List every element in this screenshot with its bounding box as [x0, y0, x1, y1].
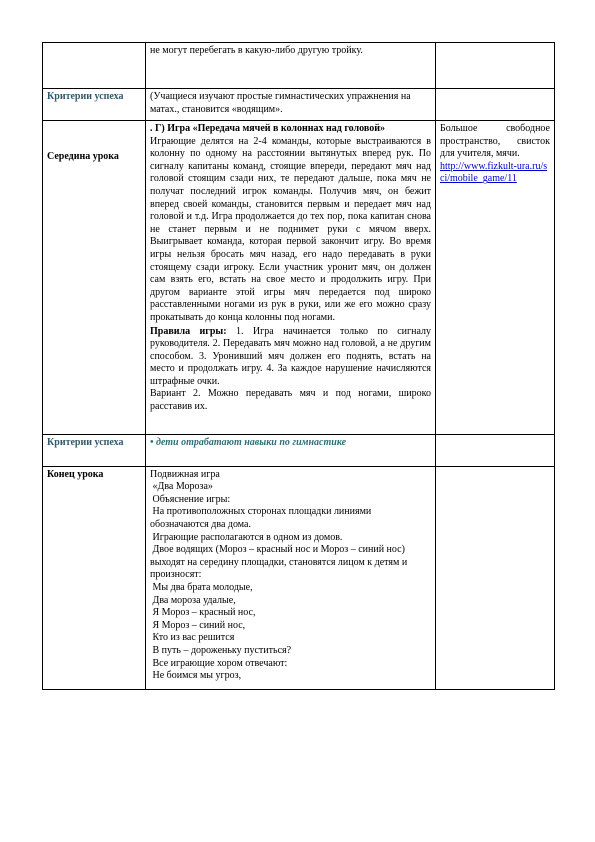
- game-title: . Г) Игра «Передача мячей в колоннах над головой»: [150, 123, 385, 134]
- game-rules-text: 1. Игра начинается только по сигналу руководителя. 2. Передавать мяч можно над головой, а не другим способом. 3. Уронивший мяч должен его поднять, встать на место и продолжать игру. 4. За каждое нарушение начисляются штрафные очки.: [150, 325, 431, 387]
- resources-text: Большое свободное пространство, свисток для учителя, мячи.: [440, 123, 550, 160]
- end-line: Не боимся мы угроз,: [150, 670, 242, 682]
- game-description: Играющие делятся на 2-4 команды, которые выстраиваются в колонну по одному на расстоянии вытянутых вперед рук. По сигналу капитаны команд, стоящие впереди, передают мяч над головой стоящим сзади них, те передают дальше, пока мяч не получат последний игрок команды. Получив мяч, он бежит вперед своей команды, становится первым и передает мяч над головой и т.д. Игра продолжается до тех пор, пока капитан снова не станет первым и не поднимет руки с мячом вверх. Выигрывает команда, которая первой закончит игру. Во время игры нельзя бросать мяч назад, его надо передавать в руки стоящему сзади игроку. Если участник уронит мяч, он должен сам взять его, встать на свое место и продолжить игру. При другом варианте этой игры мяч передается под широко расставленными ногами из рук в руки, или же его можно сразу прокатывать до конца колонны под ногами.: [150, 135, 431, 323]
- end-line: «Два Мороза»: [150, 481, 213, 493]
- end-line: Все играющие хором отвечают:: [150, 657, 288, 669]
- end-line: Я Мороз – красный нос,: [150, 607, 256, 619]
- middle-of-lesson-label: Середина урока: [43, 121, 146, 435]
- end-of-lesson-label: Конец урока: [43, 466, 146, 689]
- end-line: Двое водящих (Мороз – красный нос и Мороз – синий нос) выходят на середину площадки, становятся лицом к детям и произносят:: [150, 544, 410, 581]
- end-line: Подвижная игра: [150, 468, 220, 480]
- row-continuation-resource-cell: [436, 43, 555, 89]
- success-criteria-label-1: Критерии успеха: [43, 89, 146, 121]
- row-success-criteria-2: [43, 434, 555, 466]
- middle-of-lesson-content: [146, 121, 436, 435]
- end-line: Объяснение игры:: [150, 493, 231, 505]
- end-line: В путь – дороженьку пуститься?: [150, 644, 292, 656]
- row-continuation-text: не могут перебегать в какую-либо другую тройку.: [146, 43, 436, 89]
- game-variant: Вариант 2. Можно передавать мяч и под ногами, широко расставив их.: [150, 388, 431, 413]
- end-line: Играющие располагаются в одном из домов.: [150, 531, 343, 543]
- lesson-plan-table: [42, 42, 555, 690]
- resources-link[interactable]: http://www.fizkult-ura.ru/sci/mobile_game/11: [440, 160, 548, 185]
- end-line: На противоположных сторонах площадки линиями обозначаются два дома.: [150, 506, 374, 531]
- row-middle-of-lesson: [43, 121, 555, 435]
- success-criteria-label-2: Критерии успеха: [43, 434, 146, 466]
- row-success-criteria-1: [43, 89, 555, 121]
- end-of-lesson-content: [146, 466, 436, 689]
- end-line: Я Мороз – синий нос,: [150, 619, 246, 631]
- success-criteria-text-2: • дети отрабатают навыки по гимнастике: [146, 434, 436, 466]
- end-line: Кто из вас решится: [150, 632, 235, 644]
- success-criteria-resource-cell-2: [436, 434, 555, 466]
- end-line: Два мороза удалые,: [150, 594, 236, 606]
- end-line: Мы два брата молодые,: [150, 582, 253, 593]
- end-of-lesson-resources: [436, 466, 555, 689]
- game-rules: [150, 326, 431, 389]
- row-continuation-label-cell: [43, 43, 146, 89]
- success-criteria-text-1: (Учащиеся изучают простые гимнастических упражнения на матах., становится «водящим».: [146, 89, 436, 121]
- game-rules-label: Правила игры:: [150, 325, 227, 337]
- row-continuation: [43, 43, 555, 89]
- middle-of-lesson-resources: [436, 121, 555, 435]
- success-criteria-resource-cell-1: [436, 89, 555, 121]
- row-end-of-lesson: [43, 466, 555, 689]
